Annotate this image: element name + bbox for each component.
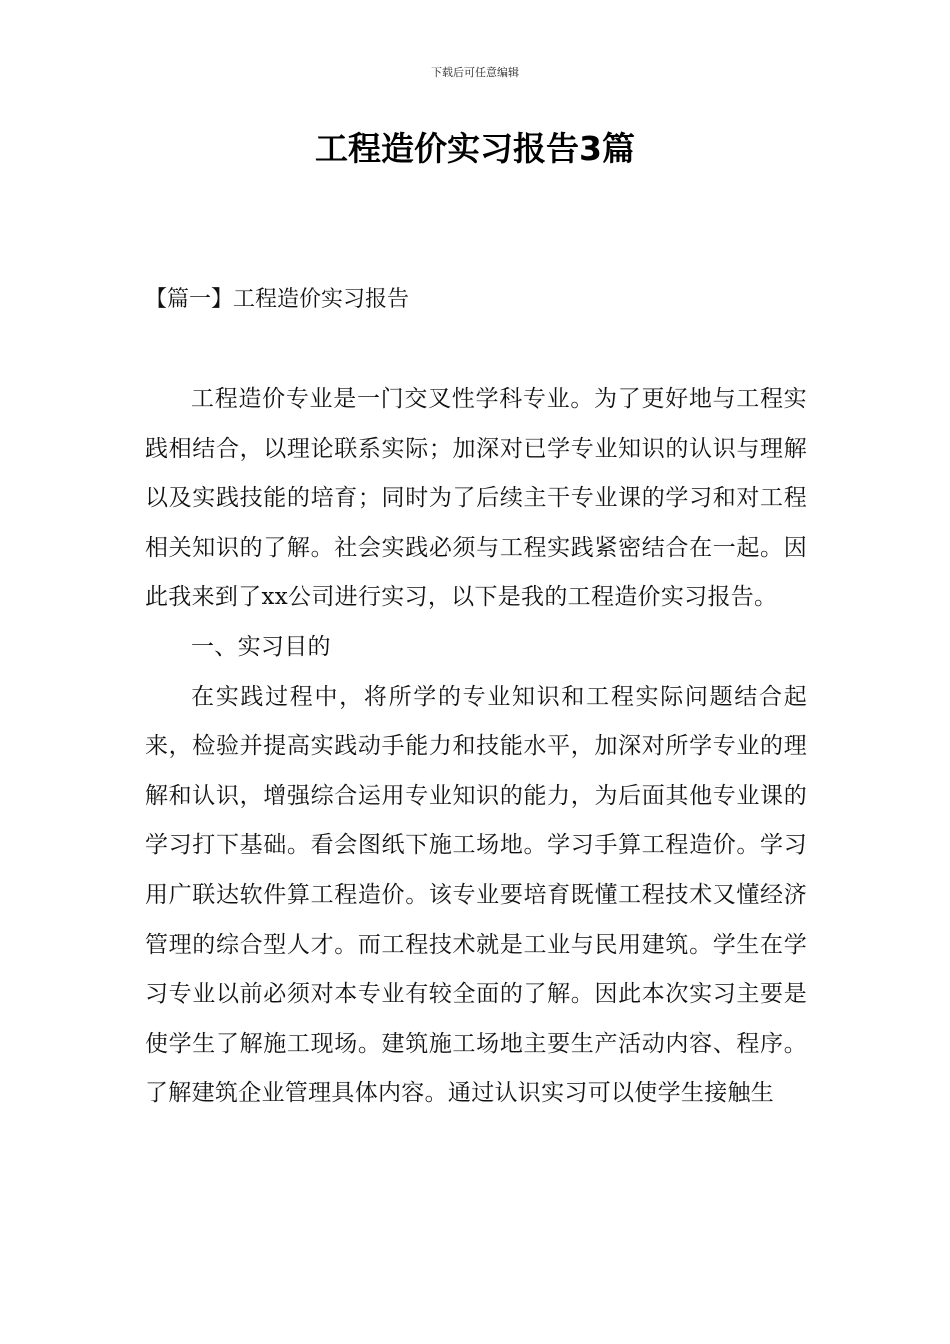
subheading-internship-purpose: 一、实习目的 [191, 633, 331, 660]
header-note: 下载后可任意编辑 [431, 66, 519, 79]
body-text [145, 375, 807, 1119]
paragraph-purpose: 在实践过程中，将所学的专业知识和工程实际问题结合起来，检验并提高实践动手能力和技能水平，加深对所学专业的理解和认识，增强综合运用专业知识的能力，为后面其他专业课的学习打下基础。看会图纸下施工场地。学习手算工程造价。学习用广联达软件算工程造价。该专业要培育既懂工程技术又懂经济管理的综合型人才。而工程技术就是工业与民用建筑。学生在学习专业以前必须对本专业有较全面的了解。因此本次实习主要是使学生了解施工现场。建筑施工场地主要生产活动内容、程序。了解建筑企业管理具体内容。通过认识实习可以使学生接触生 [145, 683, 807, 1107]
section-heading: 【篇一】工程造价实习报告 [145, 287, 410, 312]
paragraph-intro: 工程造价专业是一门交叉性学科专业。为了更好地与工程实践相结合，以理论联系实际；加深对已学专业知识的认识与理解以及实践技能的培育；同时为了后续主干专业课的学习和对工程相关知识的了解。社会实践必须与工程实践紧密结合在一起。因此我来到了xx公司进行实习，以下是我的工程造价实习报告。 [145, 386, 807, 611]
document-title: 工程造价实习报告3篇 [315, 129, 635, 168]
